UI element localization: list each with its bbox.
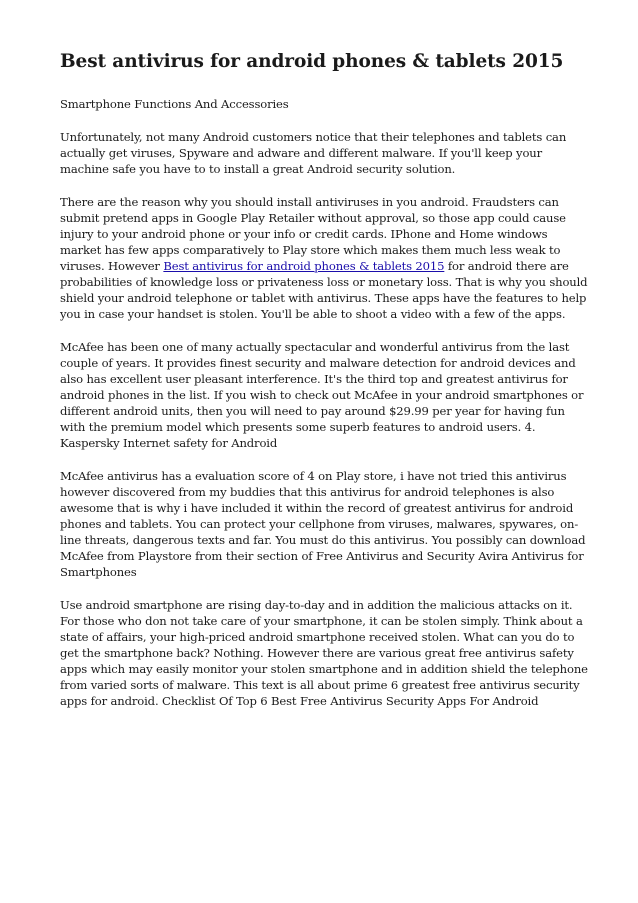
paragraph-2-text-before: There are the reason why you should install antiviruses in you android. Fraudsters can submit pretend apps in Google Play Retailer without approval, so those app could cause injury to your android phone or your info or credit cards. IPhone and Home windows market has few apps comparatively to Play store which makes them much less weak to viruses. However (60, 195, 566, 273)
paragraph-4: McAfee antivirus has a evaluation score of 4 on Play store, i have not tried this antivirus however discovered from my buddies that this antivirus for android telephones is also awesome that is why i have included it within the record of greatest antivirus for android phones and tablets. You can protect your cellphone from viruses, malwares, spywares, on-line threats, dangerous texts and far. You must do this antivirus. You possibly can download McAfee from Playstore from their section of Free Antivirus and Security Avira Antivirus for Smartphones (60, 469, 586, 579)
document-title: Best antivirus for android phones & tablets 2015 (60, 51, 564, 72)
paragraph-2 (60, 194, 592, 322)
paragraph-2-text-after: for android there are probabilities of knowledge loss or privateness loss or monetary loss. That is why you should shield your android telephone or tablet with antivirus. These apps have the features to help you in case your handset is stolen. You'll be able to shoot a video with a few of the apps. (60, 259, 588, 321)
paragraph-5: Use android smartphone are rising day-to-day and in addition the malicious attacks on it. For those who don not take care of your smartphone, it can be stolen simply. Think about a state of affairs, your high-priced android smartphone received stolen. What can you do to get the smartphone back? Nothing. However there are various great free antivirus safety apps which may easily monitor your stolen smartphone and in addition shield the telephone from varied sorts of malware. This text is all about prime 6 greatest free antivirus security apps for android. Checklist Of Top 6 Best Free Antivirus Security Apps For Android (60, 598, 588, 708)
document-subtitle: Smartphone Functions And Accessories (60, 97, 289, 111)
paragraph-1: Unfortunately, not many Android customers notice that their telephones and tablets can actually get viruses, Spyware and adware and different malware. If you'll keep your machine safe you have to to install a great Android security solution. (60, 130, 567, 176)
paragraph-3: McAfee has been one of many actually spectacular and wonderful antivirus from the last couple of years. It provides finest security and malware detection for android devices and also has excellent user pleasant interference. It's the third top and greatest antivirus for android phones in the list. If you wish to check out McAfee in your android smartphones or different android units, then you will need to pay around $29.99 per year for having fun with the premium model which presents some superb features to android users. 4. Kaspersky Internet safety for Android (60, 340, 584, 450)
article-link[interactable]: Best antivirus for android phones & tablets 2015 (163, 259, 445, 273)
document-page (60, 50, 592, 726)
